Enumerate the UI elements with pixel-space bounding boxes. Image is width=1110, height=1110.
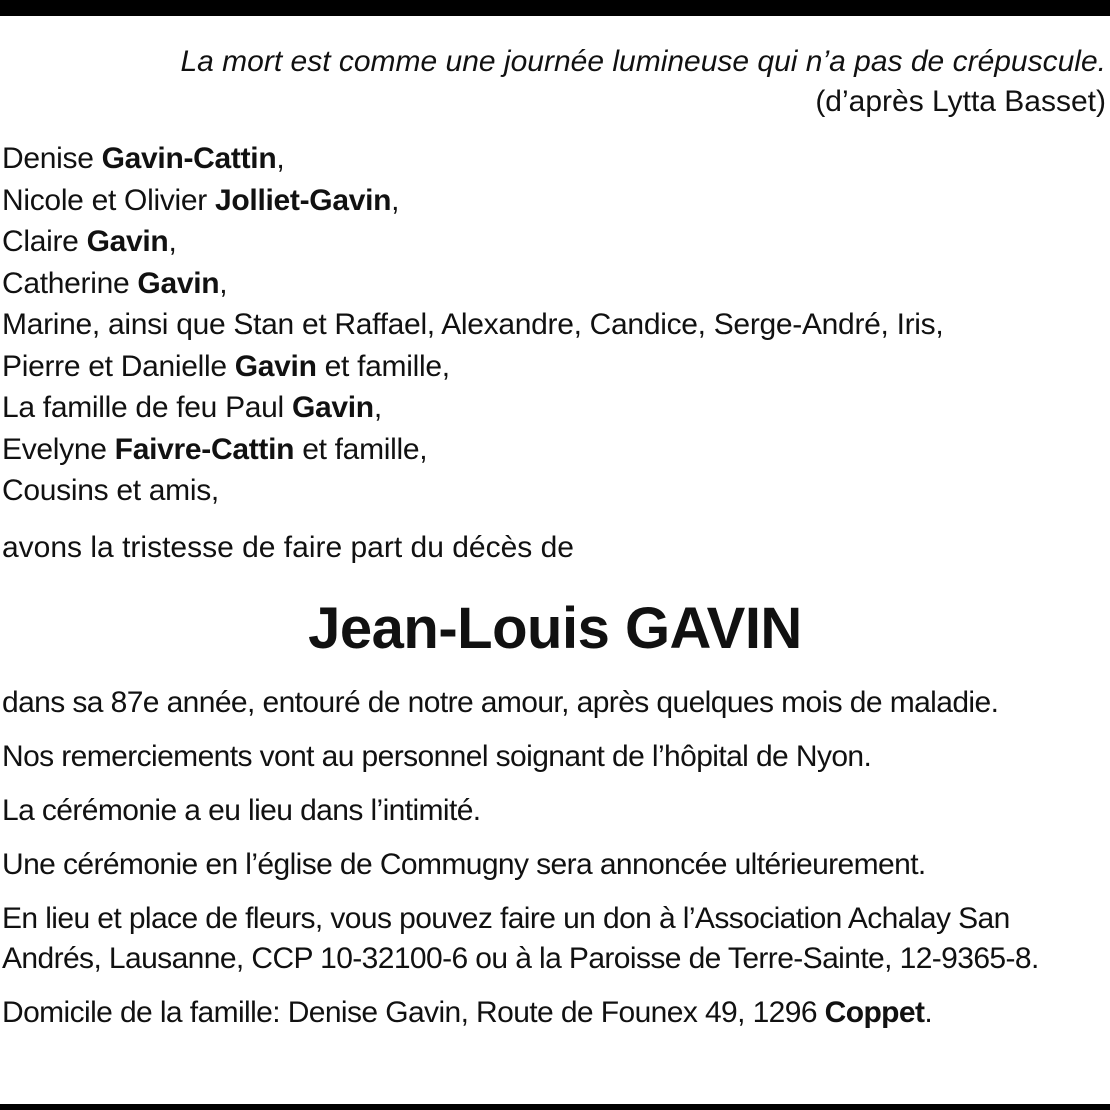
top-rule: [0, 0, 1110, 16]
epigraph: [180, 42, 1106, 122]
notice-body: [2, 683, 1108, 1047]
family-line: Nicole et Olivier Jolliet-Gavin,: [2, 183, 400, 217]
family-list: [2, 138, 943, 512]
ceremony-church-paragraph: Une cérémonie en l’église de Commugny sera annoncée ultérieurement.: [2, 848, 926, 881]
family-line: Denise Gavin-Cattin,: [2, 142, 285, 175]
family-line: Cousins et amis,: [2, 474, 219, 507]
family-line: Claire Gavin,: [2, 225, 177, 258]
domicile-paragraph: Domicile de la famille: Denise Gavin, Route de Founex 49, 1296 Coppet.: [2, 996, 933, 1029]
ceremony-private-paragraph: La cérémonie a eu lieu dans l’intimité.: [2, 794, 481, 827]
announcement: avons la tristesse de faire part du décès de: [2, 531, 574, 564]
thanks-paragraph: Nos remerciements vont au personnel soignant de l’hôpital de Nyon.: [2, 740, 872, 773]
deceased-name: Jean-Louis GAVIN: [308, 596, 802, 661]
family-line: Catherine Gavin,: [2, 266, 228, 300]
donation-paragraph: En lieu et place de fleurs, vous pouvez faire un don à l’Association Achalay San Andrés, Lausanne, CCP 10-32100-6 ou à la Paroisse de Terre-Sainte, 12-9365-8.: [2, 902, 1039, 975]
bottom-rule: [0, 1104, 1110, 1110]
age-paragraph: dans sa 87e année, entouré de notre amour, après quelques mois de maladie.: [2, 686, 999, 719]
domicile-town: Coppet: [824, 996, 925, 1029]
epigraph-attribution: (d’après Lytta Basset): [815, 85, 1106, 118]
family-line: La famille de feu Paul Gavin,: [2, 391, 382, 424]
family-line: Evelyne Faivre-Cattin et famille,: [2, 432, 428, 466]
epigraph-quote: La mort est comme une journée lumineuse qui n’a pas de crépuscule.: [180, 45, 1106, 78]
family-line: Marine, ainsi que Stan et Raffael, Alexandre, Candice, Serge-André, Iris,: [2, 308, 944, 341]
family-line: Pierre et Danielle Gavin et famille,: [2, 349, 450, 383]
